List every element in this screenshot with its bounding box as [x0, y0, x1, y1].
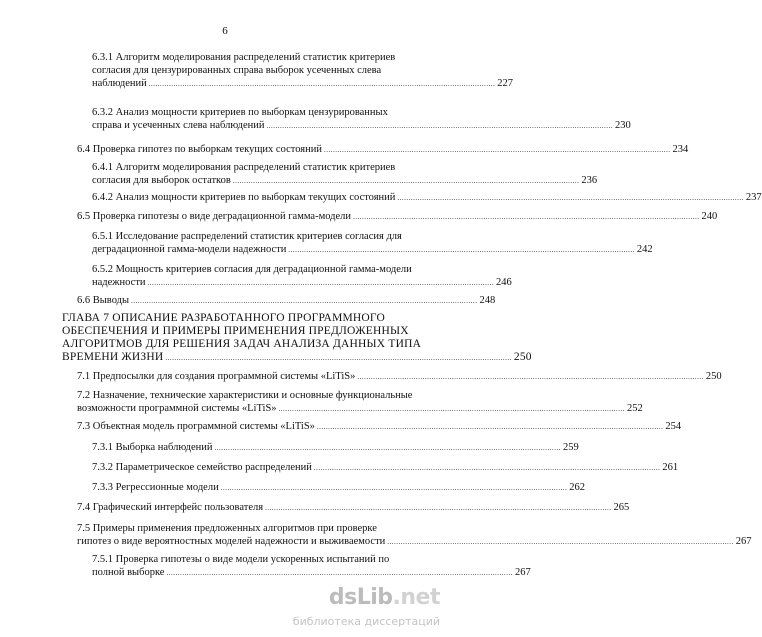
- toc-entry-line: 6.4 Проверка гипотез по выборкам текущих состояний: [77, 144, 322, 155]
- toc-entry-line: полной выборке: [92, 567, 165, 578]
- toc-page-number: 267: [514, 567, 531, 578]
- toc-entry-line: 7.3.2 Параметрическое семейство распределений: [92, 462, 312, 473]
- watermark: [280, 585, 440, 633]
- watermark-logo: [329, 585, 440, 610]
- leader-dots: ..........................................................................................................................................................: [147, 279, 495, 287]
- toc-page-number: 259: [563, 442, 579, 453]
- toc-page-number: 246: [496, 277, 512, 288]
- toc-entry-line: 7.4 Графический интерфейс пользователя: [77, 502, 264, 513]
- watermark-logo-main: dsLib: [328, 585, 393, 610]
- toc-entry-line: ОБЕСПЕЧЕНИЯ И ПРИМЕРЫ ПРИМЕНЕНИЯ ПРЕДЛОЖЕННЫХ: [62, 325, 409, 337]
- leader-dots: ..........................................................................................................................................................: [232, 177, 580, 185]
- toc-entry[interactable]: [77, 143, 689, 157]
- toc-page-number: 250: [513, 351, 532, 363]
- toc-chapter-entry[interactable]: [62, 312, 532, 365]
- leader-dots: ..........................................................................................................................................................: [357, 373, 704, 381]
- toc-entry[interactable]: [92, 481, 585, 495]
- toc-entry-line: 7.3 Объектная модель программной системы «LiTiS»: [77, 421, 315, 432]
- toc-page-number: 234: [672, 144, 689, 155]
- toc-entry[interactable]: [92, 161, 598, 188]
- toc-entry-line: гипотез о виде вероятностных моделей надежности и выживаемости: [77, 536, 386, 547]
- toc-entry-line: 7.5.1 Проверка гипотезы о виде модели ускоренных испытаний по: [92, 554, 390, 565]
- toc-entry[interactable]: [92, 51, 514, 91]
- toc-page-number: 262: [569, 482, 585, 493]
- toc-page-number: 227: [497, 78, 514, 89]
- toc-entry-line: 7.1 Предпосылки для создания программной системы «LiTiS»: [77, 371, 356, 382]
- toc-entry[interactable]: [77, 370, 722, 384]
- toc-entry-line: ГЛАВА 7 ОПИСАНИЕ РАЗРАБОТАННОГО ПРОГРАММНОГО: [62, 312, 385, 324]
- leader-dots: ..........................................................................................................................................................: [323, 146, 671, 154]
- toc-entry-line: 6.5.2 Мощность критериев согласия для деградационной гамма-модели: [92, 264, 412, 275]
- leader-dots: ..........................................................................................................................................................: [353, 213, 700, 221]
- toc-entry[interactable]: [77, 389, 643, 416]
- toc-entry-line: надежности: [92, 277, 146, 288]
- leader-dots: ..........................................................................................................................................................: [148, 80, 496, 88]
- toc-entry-line: 7.5 Примеры применения предложенных алгоритмов при проверке: [77, 523, 377, 534]
- leader-dots: ..........................................................................................................................................................: [265, 504, 612, 512]
- leader-dots: ..........................................................................................................................................................: [220, 484, 568, 492]
- toc-entry[interactable]: [92, 553, 531, 580]
- toc-entry-line: 7.3.3 Регрессионные модели: [92, 482, 219, 493]
- toc-page-number: 254: [665, 421, 682, 432]
- leader-dots: ..........................................................................................................................................................: [166, 569, 513, 577]
- toc-entry-line: наблюдений: [92, 78, 147, 89]
- toc-page-number: 265: [613, 502, 630, 513]
- page-number: 6: [222, 25, 228, 37]
- toc-entry-line: возможности программной системы «LiTiS»: [77, 403, 277, 414]
- leader-dots: ..........................................................................................................................................................: [387, 538, 734, 546]
- toc-entry-line: 6.4.2 Анализ мощности критериев по выборкам текущих состояний: [92, 192, 396, 203]
- toc-entry[interactable]: [77, 420, 682, 434]
- toc-page-number: 237: [745, 192, 762, 203]
- toc-entry[interactable]: [92, 191, 762, 205]
- toc-entry-line: 6.5.1 Исследование распределений статистик критериев согласия для: [92, 231, 402, 242]
- toc-page-number: 252: [627, 403, 643, 414]
- leader-dots: ..........................................................................................................................................................: [266, 122, 614, 130]
- toc-page-number: 267: [735, 536, 752, 547]
- toc-entry[interactable]: [92, 461, 679, 475]
- leader-dots: ..........................................................................................................................................................: [397, 194, 744, 202]
- toc-entry[interactable]: [92, 263, 512, 290]
- toc-entry-line: согласия для выборок остатков: [92, 175, 231, 186]
- toc-entry[interactable]: [92, 441, 579, 455]
- toc-entry-line: согласия для цензурированных справа выборок усеченных слева: [92, 65, 382, 76]
- toc-entry-line: 6.3.1 Алгоритм моделирования распределений статистик критериев: [92, 52, 396, 63]
- toc-page-number: 236: [581, 175, 598, 186]
- leader-dots: ..........................................................................................................................................................: [278, 405, 626, 413]
- toc-page-number: 230: [615, 120, 631, 131]
- toc-entry-line: АЛГОРИТМОВ ДЛЯ РЕШЕНИЯ ЗАДАЧ АНАЛИЗА ДАННЫХ ТИПА: [62, 338, 422, 350]
- toc-entry[interactable]: [92, 230, 653, 257]
- toc-entry-line: ВРЕМЕНИ ЖИЗНИ: [62, 351, 164, 363]
- toc-page-number: 240: [701, 211, 718, 222]
- toc-entry[interactable]: [92, 106, 631, 133]
- leader-dots: ..........................................................................................................................................................: [313, 464, 661, 472]
- toc-entry-line: 7.3.1 Выборка наблюдений: [92, 442, 213, 453]
- leader-dots: ..........................................................................................................................................................: [288, 246, 635, 254]
- toc-page-number: 250: [705, 371, 722, 382]
- toc-page-number: 242: [636, 244, 653, 255]
- toc-entry[interactable]: [77, 501, 630, 515]
- watermark-logo-tld: .net: [392, 585, 440, 610]
- toc-entry-line: 6.6 Выводы: [77, 295, 130, 306]
- toc-page-number: 261: [662, 462, 679, 473]
- toc-page-number: 248: [479, 295, 496, 306]
- toc-entry-line: 6.5 Проверка гипотезы о виде деградационной гамма-модели: [77, 211, 352, 222]
- toc-entry-line: деградационной гамма-модели надежности: [92, 244, 287, 255]
- toc-entry-line: справа и усеченных слева наблюдений: [92, 120, 265, 131]
- toc-entry[interactable]: [77, 210, 718, 224]
- leader-dots: ..........................................................................................................................................................: [316, 423, 664, 431]
- toc-entry-line: 6.3.2 Анализ мощности критериев по выборкам цензурированных: [92, 107, 388, 118]
- toc-entry[interactable]: [77, 522, 752, 549]
- leader-dots: ..........................................................................................................................................................: [131, 297, 478, 305]
- watermark-subtitle: библиотека диссертаций: [292, 615, 440, 628]
- toc-entry-line: 7.2 Назначение, технические характеристики и основные функциональные: [77, 390, 413, 401]
- toc-entry-line: 6.4.1 Алгоритм моделирования распределений статистик критериев: [92, 162, 396, 173]
- toc-entry[interactable]: [77, 294, 496, 308]
- leader-dots: ..........................................................................................................................................................: [214, 444, 562, 452]
- leader-dots: ..........................................................................................................................................................: [165, 354, 512, 362]
